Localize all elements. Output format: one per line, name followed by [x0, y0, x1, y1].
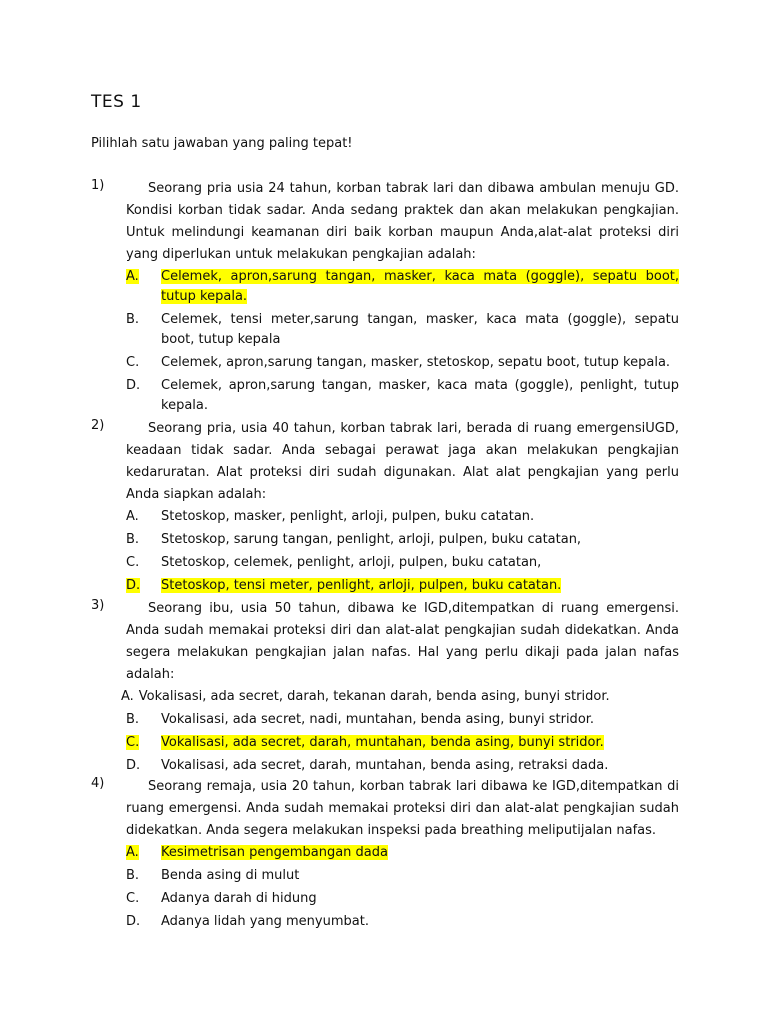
option-text: Adanya darah di hidung [161, 891, 317, 906]
option-text: Benda asing di mulut [161, 868, 300, 883]
answer-option-b [126, 310, 679, 350]
question-1 [91, 178, 679, 419]
option-letter [126, 576, 161, 596]
answer-option-c [126, 553, 679, 573]
answer-option-a [126, 267, 679, 307]
option-letter: C. [126, 555, 140, 570]
answer-option-c [126, 733, 679, 753]
option-letter: B. [126, 868, 140, 883]
answer-options [126, 843, 679, 932]
answer-option-d [126, 576, 679, 596]
option-letter: D. [126, 914, 141, 929]
answer-highlight: Celemek, apron,sarung tangan, masker, kaca mata (goggle), sepatu boot, tutup kepala. [161, 269, 679, 304]
answer-highlight: Kesimetrisan pengembangan dada [161, 845, 388, 860]
option-text [161, 267, 679, 307]
answer-options [126, 507, 679, 596]
question-4 [91, 776, 679, 935]
option-text: Celemek, apron,sarung tangan, masker, stetoskop, sepatu boot, tutup kepala. [161, 355, 671, 370]
answer-options [126, 267, 679, 416]
option-letter: C. [126, 355, 140, 370]
option-letter: B. [126, 712, 140, 727]
answer-highlight: C. [126, 735, 140, 750]
option-letter [126, 843, 161, 863]
question-number: 1) [91, 178, 105, 193]
option-text: Stetoskop, masker, penlight, arloji, pulpen, buku catatan. [161, 509, 535, 524]
question-text: Seorang pria, usia 40 tahun, korban tabrak lari, berada di ruang emergensiUGD, keadaan tidak sadar. Anda sebagai perawat jaga akan melakukan pengkajian kedaruratan. Alat proteksi diri sudah digunakan. Alat alat pengkajian yang perlu Anda siapkan adalah: [126, 421, 679, 502]
option-letter [126, 733, 161, 753]
option-letter: B. [126, 312, 140, 327]
option-text: Stetoskop, celemek, penlight, arloji, pulpen, buku catatan, [161, 555, 542, 570]
option-letter: A. [126, 509, 139, 524]
option-letter [126, 267, 161, 307]
question-text: Seorang ibu, usia 50 tahun, dibawa ke IGD,ditempatkan di ruang emergensi. Anda sudah memakai proteksi diri dan alat-alat pengkajian sudah didekatkan. Anda segera melakukan pengkajian jalan nafas. Hal yang perlu dikaji pada jalan nafas adalah: [126, 601, 679, 682]
option-text: Stetoskop, sarung tangan, penlight, arloji, pulpen, buku catatan, [161, 532, 582, 547]
option-text: Celemek, tensi meter,sarung tangan, masker, kaca mata (goggle), sepatu boot, tutup kepala [161, 312, 679, 347]
answer-highlight: A. [126, 269, 139, 284]
answer-option-d [126, 756, 679, 776]
question-number: 3) [91, 598, 105, 613]
option-text: Celemek, apron,sarung tangan, masker, kaca mata (goggle), penlight, tutup kepala. [161, 378, 679, 413]
question-number: 4) [91, 776, 105, 791]
answer-highlight: D. [126, 578, 141, 593]
answer-option-c [126, 889, 679, 909]
option-text [161, 576, 679, 596]
option-text [161, 843, 679, 863]
option-text: Vokalisasi, ada secret, darah, tekanan darah, benda asing, bunyi stridor. [138, 689, 610, 704]
question-text: Seorang pria usia 24 tahun, korban tabrak lari dan dibawa ambulan menuju GD. Kondisi korban tidak sadar. Anda sedang praktek dan akan melakukan pengkajian. Untuk melindungi keamanan diri baik korban maupun Anda,alat-alat proteksi diri yang diperlukan untuk melakukan pengkajian adalah: [126, 181, 679, 262]
question-text: Seorang remaja, usia 20 tahun, korban tabrak lari dibawa ke IGD,ditempatkan di ruang emergensi. Anda sudah memakai proteksi diri dan alat-alat pengkajian sudah didekatkan. Anda segera melakukan inspeksi pada breathing meliputijalan nafas. [126, 779, 679, 838]
answer-option-a [121, 687, 679, 707]
answer-option-b [126, 530, 679, 550]
answer-options [121, 687, 679, 776]
answer-option-b [126, 710, 679, 730]
option-text [161, 733, 679, 753]
instruction-text: Pilihlah satu jawaban yang paling tepat! [91, 136, 353, 151]
page-title: TES 1 [91, 92, 142, 112]
option-text: Adanya lidah yang menyumbat. [161, 914, 369, 929]
answer-option-a [126, 843, 679, 863]
answer-option-c [126, 353, 679, 373]
answer-highlight: A. [126, 845, 139, 860]
option-letter: D. [126, 758, 141, 773]
answer-option-a [126, 507, 679, 527]
option-letter: C. [126, 891, 140, 906]
answer-highlight: Vokalisasi, ada secret, darah, muntahan, benda asing, bunyi stridor. [161, 735, 604, 750]
question-3 [91, 598, 679, 779]
question-2 [91, 418, 679, 599]
answer-option-b [126, 866, 679, 886]
question-number: 2) [91, 418, 105, 433]
answer-highlight: Stetoskop, tensi meter, penlight, arloji, pulpen, buku catatan. [161, 578, 562, 593]
option-letter: B. [126, 532, 140, 547]
option-letter: D. [126, 378, 141, 393]
answer-option-d [126, 376, 679, 416]
option-letter: A. [121, 689, 134, 704]
option-text: Vokalisasi, ada secret, nadi, muntahan, benda asing, bunyi stridor. [161, 712, 595, 727]
answer-option-d [126, 912, 679, 932]
option-text: Vokalisasi, ada secret, darah, muntahan, benda asing, retraksi dada. [161, 758, 609, 773]
